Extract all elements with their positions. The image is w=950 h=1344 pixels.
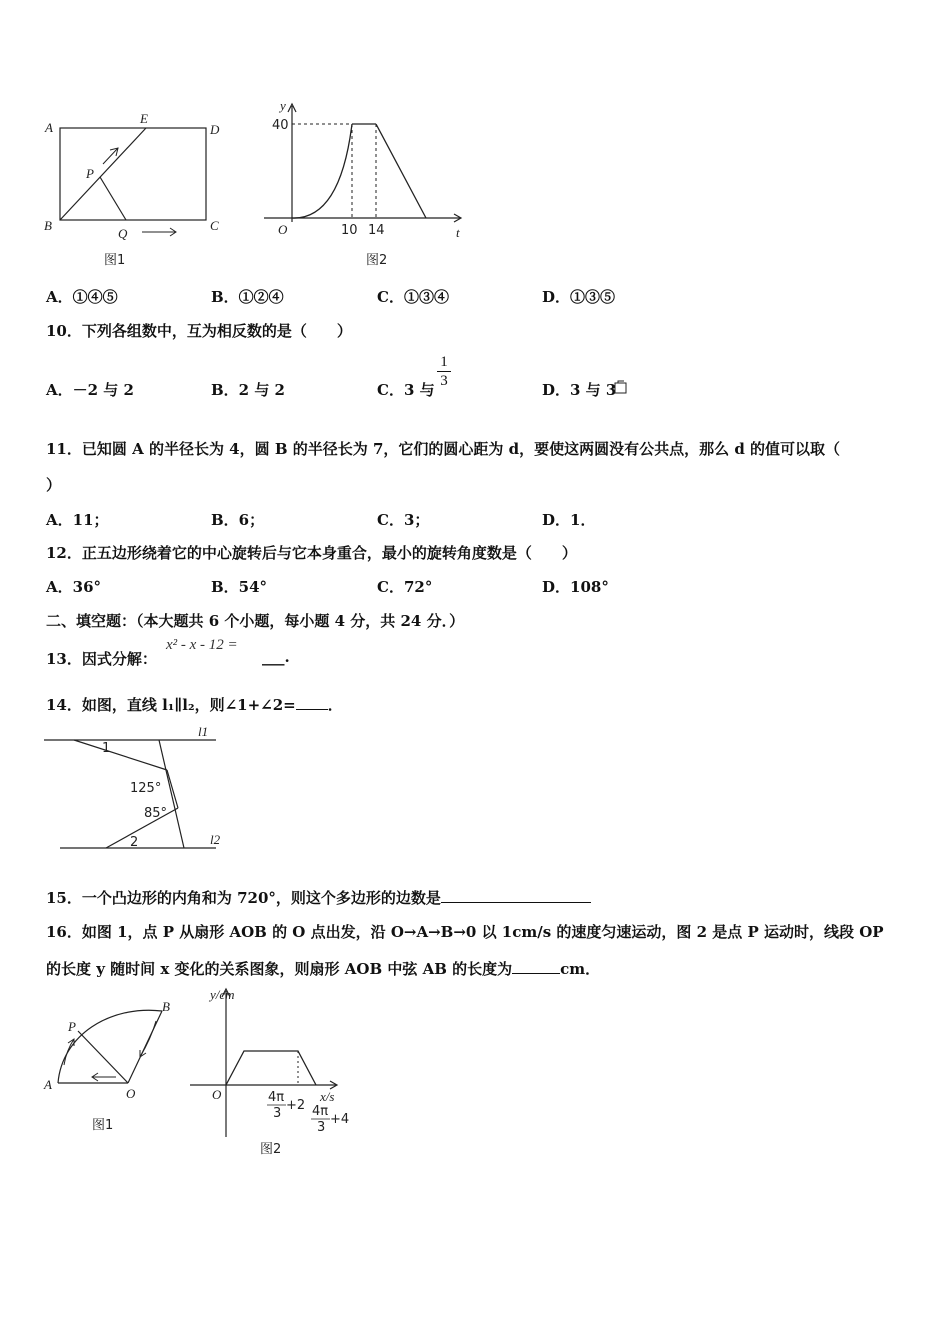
caption-fig2: 图2 [260,1142,282,1157]
segment-ob [128,1011,162,1083]
q13-expression: x² - x - 12 = [166,637,238,653]
tick-14: 14 [368,223,385,238]
q9-option-a: A．①④⑤ [46,288,118,306]
tick2-denominator: 3 [317,1120,326,1135]
label-a: A [45,120,53,135]
label-angle-85: 85° [144,806,168,821]
q10-option-c: C．3 与 [377,381,435,399]
label-a: A [44,1077,52,1092]
tick1-numerator: 4π [268,1090,285,1105]
label-d: D [210,122,220,137]
q16-figure-1 [40,995,190,1140]
arrow-p-line [103,148,118,164]
label-e: E [140,111,148,126]
q15-stem-text: 15．一个凸边形的内角和为 720°，则这个多边形的边数是 [46,889,441,907]
label-angle-125: 125° [130,781,162,796]
tick-10: 10 [341,223,358,238]
q12-option-a: A．36° [46,578,102,596]
q10-option-d: D．3 与 3 [542,381,617,399]
label-angle-1: 1 [102,741,111,756]
tick2-numerator: 4π [312,1104,329,1119]
label-o: O [126,1086,136,1101]
q9-figure-1 [40,108,240,273]
q11-option-b: B．6； [211,511,265,529]
q9-option-c: C．①③④ [377,288,449,306]
caption-fig1: 图1 [104,253,126,268]
q14-answer-blank [296,695,328,710]
label-b: B [44,218,52,233]
label-y: y [280,98,286,113]
transversal-1 [74,740,167,770]
q14-stem [46,694,343,715]
q13-stem: 13．因式分解： [46,650,157,668]
label-o: O [278,222,288,237]
q11-option-a: A．11； [46,511,109,529]
q9-option-b: B．①②④ [211,288,284,306]
graph-descent [376,124,426,218]
q12-option-d: D．108° [542,578,609,596]
q11-option-c: C．3； [377,511,430,529]
tick1-denominator: 3 [273,1106,282,1121]
segment-op [78,1031,128,1083]
tick1-add: +2 [286,1098,306,1113]
fraction-numerator: 1 [440,354,448,370]
label-t: t [456,225,460,240]
q14-figure [44,722,234,854]
label-o: O [212,1087,222,1102]
q11-option-d: D．1． [542,511,596,529]
q10-option-b: B．2 与 2 [211,381,285,399]
q11-stem-end: ） [46,476,62,494]
transversal-4 [159,740,184,848]
q10-option-a: A．－2 与 2 [46,381,134,399]
label-l1: l1 [198,724,209,739]
q12-option-b: B．54° [211,578,268,596]
label-l2: l2 [210,832,221,847]
q10-fraction [437,353,451,390]
label-x-axis: x/s [320,1089,335,1104]
section-2-title: 二、填空题：（本大题共 6 个小题，每小题 4 分，共 24 分．） [46,612,465,630]
label-angle-2: 2 [130,835,139,850]
segment-pq [100,177,126,220]
q16-line2 [46,958,600,979]
caption-fig2: 图2 [366,253,388,268]
q15-answer-blank [441,888,591,903]
q12-option-c: C．72° [377,578,433,596]
q14-stem-text: 14．如图，直线 l₁∥l₂，则∠1+∠2= [46,696,296,714]
q13-answer-blank: ___. [262,648,290,666]
label-p: P [68,1019,76,1034]
label-p: P [86,166,94,181]
label-b: B [162,999,170,1014]
q16-figure-2 [186,985,366,1165]
tick2-add: +4 [330,1112,350,1127]
broken-glyph-icon [614,380,628,394]
q9-figure-2 [260,98,470,273]
q11-stem: 11．已知圆 A 的半径长为 4，圆 B 的半径长为 7，它们的圆心距为 d，要使这两圆没有公共点，那么 d 的值可以取（ [46,440,841,458]
graph-path [226,1051,316,1085]
q15-stem [46,887,591,908]
q14-stem-end: ． [327,696,343,714]
q16-answer-blank [512,959,560,974]
q16-line2-text: 的长度 y 随时间 x 变化的关系图象，则扇形 AOB 中弦 AB 的长度为 [46,960,513,978]
q9-option-d: D．①③⑤ [542,288,616,306]
transversal-2 [167,770,178,808]
caption-fig1: 图1 [92,1118,114,1133]
label-y-axis: y/cm [210,987,235,1002]
graph-curve [292,124,352,218]
fraction-denominator: 3 [440,373,448,389]
q16-line1: 16．如图 1，点 P 从扇形 AOB 的 O 点出发，沿 O→A→B→0 以 1cm/s 的速度匀速运动，图 2 是点 P 运动时，线段 OP [46,923,884,941]
label-c: C [210,218,219,233]
q16-line2-end: cm． [560,960,601,978]
label-q: Q [118,226,128,241]
segment-be [60,128,146,220]
transversal-3 [106,808,178,848]
tick-40: 40 [272,118,289,133]
q10-stem: 10．下列各组数中，互为相反数的是（ ） [46,322,352,340]
q12-stem: 12．正五边形绕着它的中心旋转后与它本身重合，最小的旋转角度数是（ ） [46,544,577,562]
